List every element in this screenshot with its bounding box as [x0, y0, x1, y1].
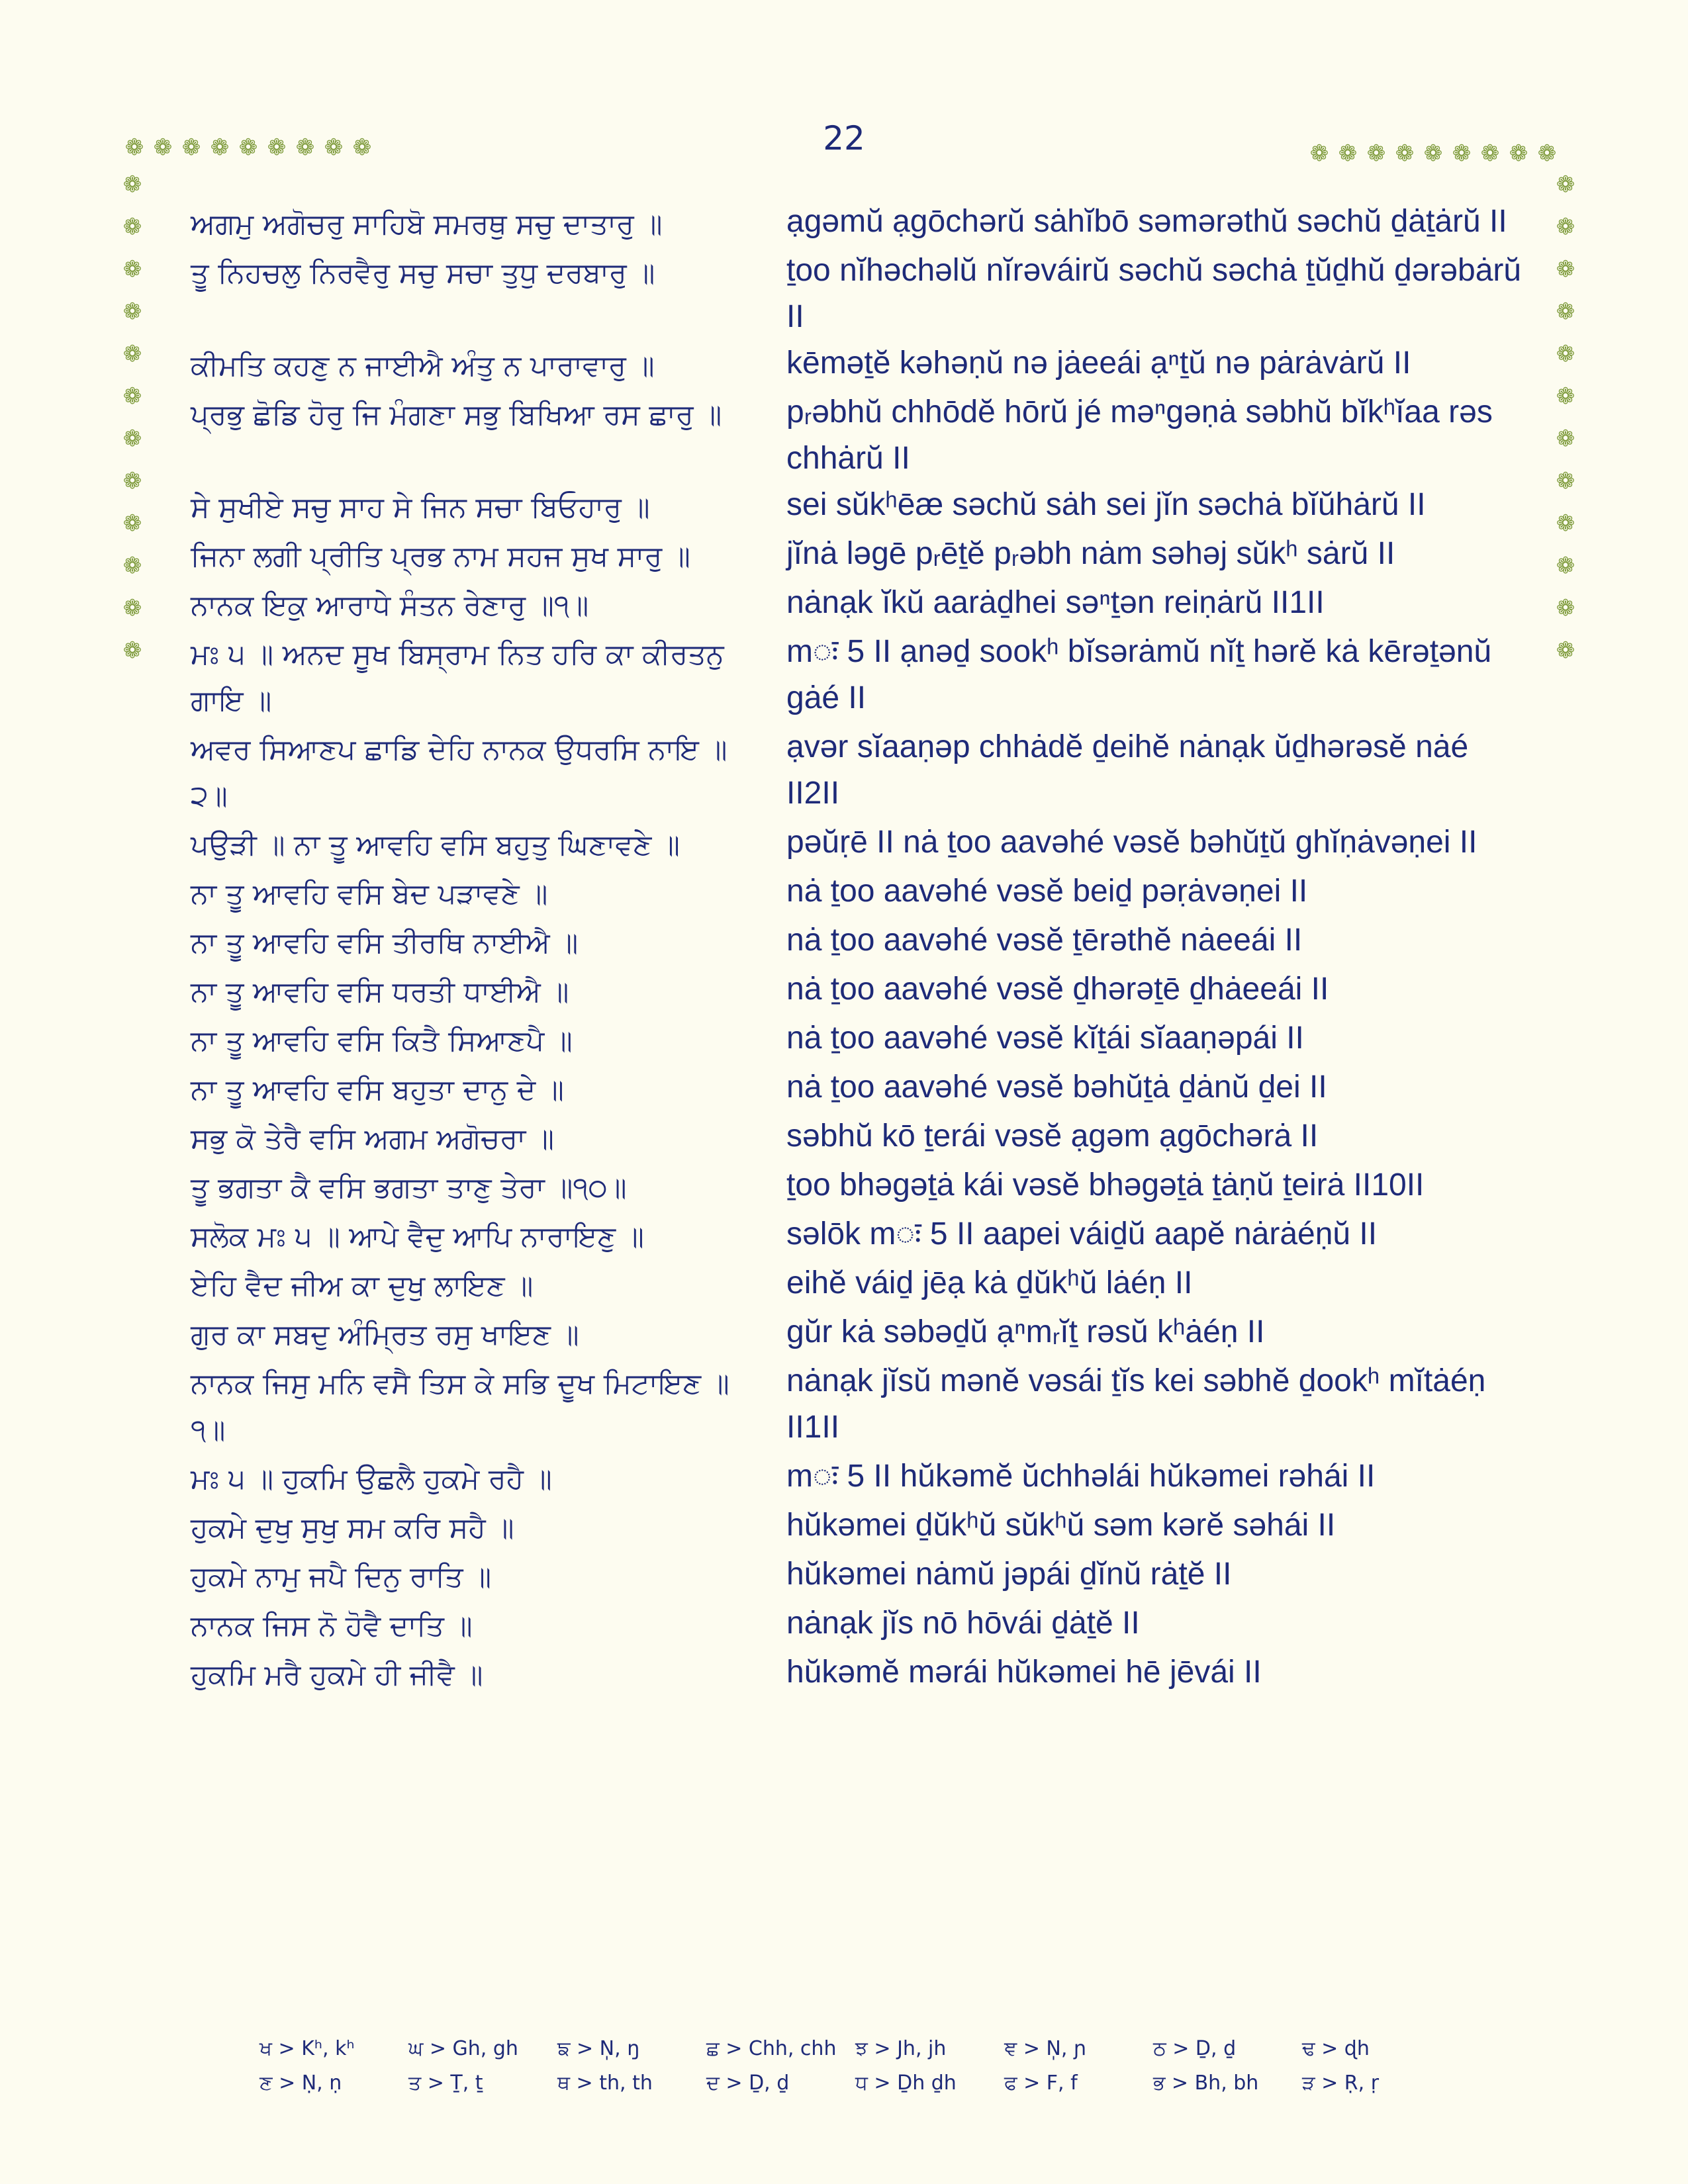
- flower-icon: ❁: [1423, 140, 1443, 167]
- verse-row: [191, 1064, 1528, 1113]
- flower-icon: ❁: [124, 134, 144, 161]
- verse-row: [191, 1113, 1528, 1162]
- flower-icon: ❁: [1556, 298, 1575, 325]
- flower-icon: ❁: [122, 553, 142, 579]
- verse-row: [191, 917, 1528, 966]
- gurmukhi-line: ਮਃ ੫ ॥ ਅਨਦ ਸੂਖ ਬਿਸ੍ਰਾਮ ਨਿਤ ਹਰਿ ਕਾ ਕੀਰਤਨੁ ਗਾਇ ॥: [191, 638, 724, 717]
- flower-icon: ❁: [1452, 140, 1472, 167]
- flower-icon: ❁: [295, 134, 315, 161]
- verse-row: [191, 1211, 1528, 1260]
- gurmukhi-line: ਸਭੁ ਕੋ ਤੇਰੈ ਵਸਿ ਅਗਮ ਅਗੋਚਰਾ ॥: [191, 1122, 554, 1156]
- flower-icon: ❁: [122, 298, 142, 325]
- legend-item: ਖ > Kʰ, kʰ: [259, 2037, 355, 2060]
- transliteration-legend: [259, 2037, 1451, 2106]
- verse-row: [191, 868, 1528, 917]
- gurmukhi-line: ਮਃ ੫ ॥ ਹੁਕਮਿ ਉਛਲੈ ਹੁਕਮੇ ਰਹੈ ॥: [191, 1463, 552, 1496]
- gurmukhi-line: ਤੂ ਨਿਹਚਲੁ ਨਿਰਵੈਰੁ ਸਚੁ ਸਚਾ ਤੁਧੁ ਦਰਬਾਰੁ ॥: [191, 257, 655, 290]
- flower-icon: ❁: [267, 134, 287, 161]
- gurmukhi-line: ਹੁਕਮੇ ਨਾਮੁ ਜਪੈ ਦਿਨੁ ਰਾਤਿ ॥: [191, 1561, 492, 1594]
- flower-icon: ❁: [153, 134, 173, 161]
- verse-table: [191, 199, 1528, 1698]
- gurmukhi-line: ਨਾ ਤੂ ਆਵਹਿ ਵਸਿ ਧਰਤੀ ਧਾਈਐ ॥: [191, 976, 569, 1009]
- transliteration-line: nȧnạk ĭkŭ aarȧḏhei səⁿṯən reiṇȧrŭ II1II: [786, 585, 1325, 620]
- verse-row: [191, 531, 1528, 580]
- verse-row: [191, 1358, 1528, 1453]
- verse-row: [191, 199, 1528, 248]
- transliteration-line: nȧnạk jĭsŭ mənĕ vəsái ṯĭs kei səbhĕ ḏookʰ mĭtȧéṇ II1II: [786, 1363, 1486, 1445]
- legend-item: ਠ > Ḏ, ḏ: [1153, 2037, 1237, 2060]
- flower-icon: ❁: [122, 256, 142, 283]
- verse-row: [191, 1551, 1528, 1600]
- legend-row: [259, 2037, 1451, 2071]
- verse-row: [191, 248, 1528, 340]
- verse-row: [191, 1162, 1528, 1211]
- gurmukhi-line: ਗੁਰ ਕਾ ਸਬਦੁ ਅੰਮ੍ਰਿਤ ਰਸੁ ਖਾਇਣ ॥: [191, 1318, 579, 1351]
- verse-row: [191, 340, 1528, 389]
- flower-icon: ❁: [1556, 256, 1575, 283]
- transliteration-line: nȧnạk jĭs nō hōvái ḏȧṯĕ II: [786, 1606, 1140, 1641]
- flower-icon: ❁: [122, 510, 142, 537]
- flower-icon: ❁: [1556, 468, 1575, 494]
- gurmukhi-line: ਏਹਿ ਵੈਦ ਜੀਅ ਕਾ ਦੁਖੁ ਲਾਇਣ ॥: [191, 1269, 534, 1302]
- gurmukhi-line: ਨਾ ਤੂ ਆਵਹਿ ਵਸਿ ਬੇਦ ਪੜਾਵਣੇ ॥: [191, 878, 548, 911]
- transliteration-line: kēməṯĕ kəhəṇŭ nə jȧeeái ạⁿṯŭ nə pȧrȧvȧrŭ II: [786, 345, 1411, 381]
- verse-row: [191, 724, 1528, 819]
- transliteration-line: eihĕ váiḏ jēạ kȧ ḏŭkʰŭ lȧéṇ II: [786, 1265, 1193, 1300]
- gurmukhi-line: ਪ੍ਰਭੁ ਛੋਡਿ ਹੋਰੁ ਜਿ ਮੰਗਣਾ ਸਭੁ ਬਿਖਿਆ ਰਸ ਛਾਰੁ ॥: [191, 398, 722, 432]
- gurmukhi-line: ਹੁਕਮੇ ਦੁਖੁ ਸੁਖੁ ਸਮ ਕਰਿ ਸਹੈ ॥: [191, 1512, 514, 1545]
- transliteration-line: mः 5 II hŭkəmĕ ŭchhəlái hŭkəmei rəhái II: [786, 1459, 1376, 1494]
- legend-item: ੜ > Ṛ, ṛ: [1302, 2071, 1380, 2095]
- legend-item: ਞ > N̩, ɲ: [1004, 2037, 1087, 2060]
- flower-icon: ❁: [1509, 140, 1528, 167]
- flower-icon: ❁: [1556, 637, 1575, 664]
- transliteration-line: nȧ ṯoo aavəhé vəsĕ ḏhərəṯē ḏhȧeeái II: [786, 972, 1329, 1007]
- legend-item: ਤ > Ṯ, ṯ: [408, 2071, 483, 2095]
- transliteration-line: səlōk mः 5 II aapei váiḏŭ aapĕ nȧrȧéṇŭ II: [786, 1216, 1378, 1251]
- verse-row: [191, 1649, 1528, 1698]
- gurmukhi-line: ਸੇ ਸੁਖੀਏ ਸਚੁ ਸਾਹ ਸੇ ਜਿਨ ਸਚਾ ਬਿਓਹਾਰੁ ॥: [191, 491, 650, 524]
- verse-row: [191, 1453, 1528, 1502]
- legend-item: ਘ > Gh, gh: [408, 2037, 518, 2060]
- verse-row: [191, 1260, 1528, 1309]
- gurmukhi-line: ਨਾ ਤੂ ਆਵਹਿ ਵਸਿ ਬਹੁਤਾ ਦਾਨੁ ਦੇ ॥: [191, 1073, 564, 1107]
- transliteration-line: pᵣəbhŭ chhōdĕ hōrŭ jé məⁿgəṇȧ səbhŭ bĭkʰĭaa rəs chhȧrŭ II: [786, 394, 1493, 476]
- flower-icon: ❁: [122, 383, 142, 410]
- page-number: 22: [823, 119, 865, 158]
- legend-item: ਥ > th, th: [557, 2071, 653, 2095]
- transliteration-line: ṯoo bhəgəṯȧ kái vəsĕ bhəgəṯȧ ṯȧṇŭ ṯeirȧ II10II: [786, 1167, 1425, 1203]
- gurmukhi-line: ਪਉੜੀ ॥ ਨਾ ਤੂ ਆਵਹਿ ਵਸਿ ਬਹੁਤੁ ਘਿਣਾਵਣੇ ॥: [191, 829, 680, 862]
- gurmukhi-line: ਹੁਕਮਿ ਮਰੈ ਹੁਕਮੇ ਹੀ ਜੀਵੈ ॥: [191, 1659, 483, 1692]
- transliteration-line: ạgəmŭ ạgōchərŭ sȧhĭbō səmərəthŭ səchŭ ḏȧṯȧrŭ II: [786, 204, 1507, 239]
- legend-item: ਛ > Chh, chh: [706, 2037, 837, 2060]
- transliteration-line: hŭkəmei ḏŭkʰŭ sŭkʰŭ səm kərĕ səhái II: [786, 1508, 1336, 1543]
- verse-row: [191, 389, 1528, 482]
- verse-row: [191, 1015, 1528, 1064]
- verse-row: [191, 1309, 1528, 1358]
- transliteration-line: ạvər sĭaaṇəp chhȧdĕ ḏeihĕ nȧnạk ŭḏhərəsĕ nȧé II2II: [786, 729, 1469, 811]
- flower-icon: ❁: [1537, 140, 1557, 167]
- flower-icon: ❁: [122, 341, 142, 367]
- flower-icon: ❁: [1556, 510, 1575, 537]
- gurmukhi-line: ਕੀਮਤਿ ਕਹਣੁ ਨ ਜਾਈਐ ਅੰਤੁ ਨ ਪਾਰਾਵਾਰੁ ॥: [191, 349, 655, 383]
- flower-icon: ❁: [1556, 341, 1575, 367]
- gurmukhi-line: ਨਾਨਕ ਜਿਸੁ ਮਨਿ ਵਸੈ ਤਿਸ ਕੇ ਸਭਿ ਦੂਖ ਮਿਟਾਇਣ ॥੧॥: [191, 1367, 729, 1447]
- transliteration-line: mः 5 II ạnəḏ sookʰ bĭsərȧmŭ nĭṯ hərĕ kȧ kērəṯənŭ gȧé II: [786, 634, 1492, 715]
- flower-icon: ❁: [1556, 426, 1575, 452]
- verse-row: [191, 482, 1528, 531]
- transliteration-line: səbhŭ kō ṯerái vəsĕ ạgəm ạgōchərȧ II: [786, 1118, 1319, 1154]
- transliteration-line: nȧ ṯoo aavəhé vəsĕ kĭṯái sĭaaṇəpái II: [786, 1021, 1304, 1056]
- gurmukhi-line: ਜਿਨਾ ਲਗੀ ਪ੍ਰੀਤਿ ਪ੍ਰਭ ਨਾਮ ਸਹਜ ਸੁਖ ਸਾਰੁ ॥: [191, 540, 690, 573]
- verse-row: [191, 966, 1528, 1015]
- legend-item: ਝ > Jh, jh: [855, 2037, 947, 2060]
- flower-icon: ❁: [181, 134, 201, 161]
- flower-icon: ❁: [122, 637, 142, 664]
- gurmukhi-line: ਨਾ ਤੂ ਆਵਹਿ ਵਸਿ ਕਿਤੈ ਸਿਆਣਪੈ ॥: [191, 1024, 573, 1058]
- transliteration-line: ṯoo nĭhəchəlŭ nĭrəváirŭ səchŭ səchȧ ṯŭḏhŭ ḏərəbȧrŭ II: [786, 253, 1522, 334]
- transliteration-line: hŭkəmĕ mərái hŭkəmei hē jēvái II: [786, 1655, 1262, 1690]
- flower-icon: ❁: [1366, 140, 1386, 167]
- flower-icon: ❁: [122, 468, 142, 494]
- transliteration-line: jĭnȧ ləgē pᵣēṯĕ pᵣəbh nȧm səhəj sŭkʰ sȧrŭ II: [786, 536, 1395, 571]
- verse-row: [191, 580, 1528, 629]
- flower-icon: ❁: [1556, 171, 1575, 198]
- transliteration-line: pəŭṛē II nȧ ṯoo aavəhé vəsĕ bəhŭṯŭ ghĭṇȧvəṇei II: [786, 825, 1477, 860]
- transliteration-line: nȧ ṯoo aavəhé vəsĕ bəhŭṯȧ ḏȧnŭ ḏei II: [786, 1069, 1327, 1105]
- flower-icon: ❁: [1556, 214, 1575, 240]
- verse-row: [191, 629, 1528, 724]
- legend-item: ਣ > Ṇ, ṇ: [259, 2071, 342, 2095]
- legend-item: ਢ > ɖh: [1302, 2037, 1370, 2060]
- legend-item: ਦ > Ḏ, ḏ: [706, 2071, 790, 2095]
- gurmukhi-line: ਅਵਰ ਸਿਆਣਪ ਛਾਡਿ ਦੇਹਿ ਨਾਨਕ ਉਧਰਸਿ ਨਾਇ ॥੨॥: [191, 733, 727, 813]
- transliteration-line: sei sŭkʰēæ səchŭ sȧh sei jĭn səchȧ bĭŭhȧrŭ II: [786, 487, 1426, 522]
- legend-item: ਧ > Ḏh ḏh: [855, 2071, 957, 2095]
- legend-item: ਙ > N̩, ŋ: [557, 2037, 640, 2060]
- flower-icon: ❁: [122, 426, 142, 452]
- flower-icon: ❁: [1338, 140, 1358, 167]
- gurmukhi-line: ਅਗਮੁ ਅਗੋਚਰੁ ਸਾਹਿਬੋ ਸਮਰਥੁ ਸਚੁ ਦਾਤਾਰੁ ॥: [191, 208, 663, 241]
- flower-icon: ❁: [1309, 140, 1329, 167]
- verse-row: [191, 819, 1528, 868]
- flower-icon: ❁: [1556, 383, 1575, 410]
- gurmukhi-line: ਨਾ ਤੂ ਆਵਹਿ ਵਸਿ ਤੀਰਥਿ ਨਾਈਐ ॥: [191, 927, 579, 960]
- flower-icon: ❁: [352, 134, 372, 161]
- flower-icon: ❁: [122, 171, 142, 198]
- gurmukhi-line: ਨਾਨਕ ਇਕੁ ਆਰਾਧੇ ਸੰਤਨ ਰੇਣਾਰੁ ॥੧॥: [191, 589, 589, 622]
- flower-icon: ❁: [324, 134, 344, 161]
- flower-icon: ❁: [122, 595, 142, 621]
- gurmukhi-line: ਸਲੋਕ ਮਃ ੫ ॥ ਆਪੇ ਵੈਦੁ ਆਪਿ ਨਾਰਾਇਣੁ ॥: [191, 1220, 644, 1253]
- flower-icon: ❁: [1395, 140, 1415, 167]
- flower-icon: ❁: [1556, 595, 1575, 621]
- transliteration-line: gŭr kȧ səbəḏŭ ạⁿmᵣĭṯ rəsŭ kʰȧéṇ II: [786, 1314, 1265, 1349]
- transliteration-line: hŭkəmei nȧmŭ jəpái ḏĭnŭ rȧṯĕ II: [786, 1557, 1232, 1592]
- transliteration-line: nȧ ṯoo aavəhé vəsĕ beiḏ pəṛȧvəṇei II: [786, 874, 1308, 909]
- verse-row: [191, 1502, 1528, 1551]
- transliteration-line: nȧ ṯoo aavəhé vəsĕ ṯērəthĕ nȧeeái II: [786, 923, 1303, 958]
- flower-icon: ❁: [1556, 553, 1575, 579]
- legend-row: [259, 2071, 1451, 2106]
- flower-icon: ❁: [1480, 140, 1500, 167]
- flower-icon: ❁: [122, 214, 142, 240]
- gurmukhi-line: ਤੂ ਭਗਤਾ ਕੈ ਵਸਿ ਭਗਤਾ ਤਾਣੁ ਤੇਰਾ ॥੧੦॥: [191, 1171, 627, 1205]
- flower-icon: ❁: [238, 134, 258, 161]
- verse-row: [191, 1600, 1528, 1649]
- legend-item: ਫ > F, f: [1004, 2071, 1078, 2095]
- gurmukhi-line: ਨਾਨਕ ਜਿਸ ਨੋ ਹੋਵੈ ਦਾਤਿ ॥: [191, 1610, 473, 1643]
- legend-item: ਭ > Bh, bh: [1153, 2071, 1259, 2095]
- flower-icon: ❁: [210, 134, 230, 161]
